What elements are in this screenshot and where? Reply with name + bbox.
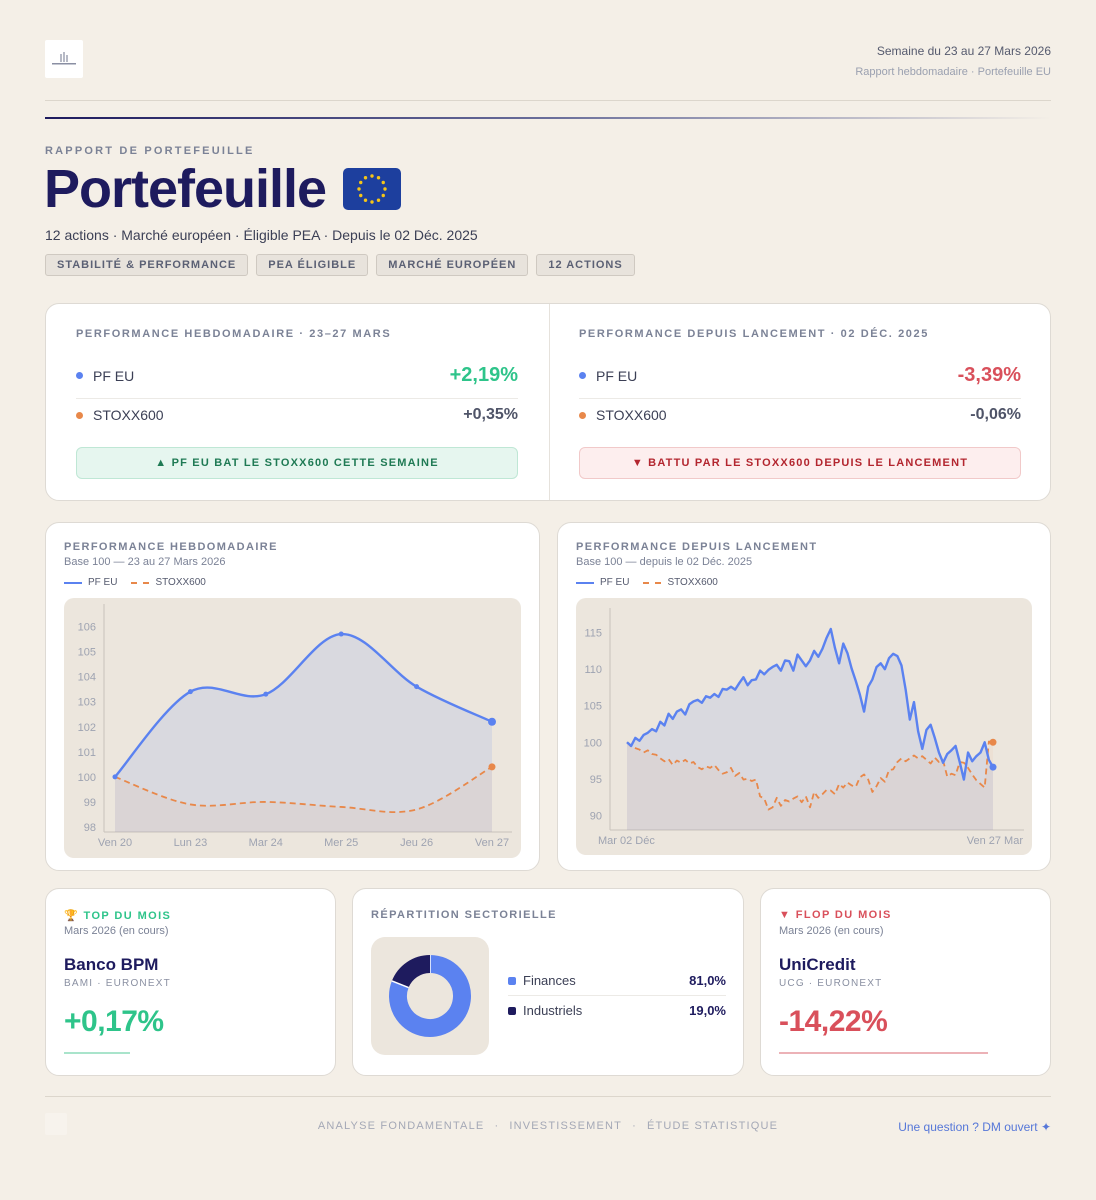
launch-chart-card [557,522,1051,871]
sector-label: Industriels [523,1003,583,1018]
report-week: Semaine du 23 au 27 Mars 2026 [876,44,1051,58]
tag-list [45,254,635,276]
pf-launch-row [579,364,1021,387]
page-title [44,158,402,220]
sector-title: RÉPARTITION SECTORIELLE [371,909,557,921]
weekly-performance-panel [46,304,549,500]
weekly-performance-title: PERFORMANCE HEBDOMADAIRE · 23–27 MARS [76,328,392,340]
flop-period: Mars 2026 (en cours) [779,925,884,937]
row-divider [76,398,518,399]
finances-swatch-icon [508,977,516,985]
pf-weekly-row [76,364,518,387]
hero-subtitle: 12 actions · Marché européen · Éligible PEA · Depuis le 02 Déc. 2025 [45,227,478,243]
stoxx-weekly-value: +0,35% [463,406,518,423]
legend-solid-line-icon [64,582,82,584]
footer-links: ANALYSE FONDAMENTALE · INVESTISSEMENT · ÉTUDE STATISTIQUE [317,1120,779,1132]
x-tick-label: Jeu 26 [400,837,434,849]
flag-star [382,194,385,197]
y-tick-label: 115 [584,627,602,640]
launch-verdict-banner: ▼ BATTU PAR LE STOXX600 DEPUIS LE LANCEMENT [579,447,1021,479]
sector-donut-box [371,937,489,1055]
tag: MARCHÉ EUROPÉEN [376,254,528,276]
y-tick-label: 100 [77,771,96,784]
report-subtitle: Rapport hebdomadaire · Portefeuille EU [855,66,1051,78]
flop-stock-name: UniCredit [779,955,856,974]
y-tick-label: 110 [584,664,602,677]
launch-chart-legend [576,577,718,588]
legend-dashed-line-icon [643,582,661,584]
stoxx-launch-row [579,406,1021,424]
donut-slice [400,964,430,984]
end-point [990,764,997,771]
stoxx-label: STOXX600 [596,407,667,423]
stoxx-label: STOXX600 [93,407,164,423]
industriels-swatch-icon [508,1007,516,1015]
launch-chart-subtitle: Base 100 — depuis le 02 Déc. 2025 [576,556,753,568]
x-tick-label: Mer 25 [324,837,359,849]
flag-star [383,187,386,190]
sector-row-finances [508,973,726,988]
y-tick-label: 100 [583,737,602,750]
data-point [339,632,344,637]
tag: PEA ÉLIGIBLE [256,254,368,276]
legend-stoxx: STOXX600 [155,577,206,588]
pf-weekly-value: +2,19% [449,364,518,386]
row-divider [579,398,1021,399]
flop-performance-bar [779,1052,988,1054]
end-point [990,739,997,746]
y-tick-label: 99 [83,796,96,809]
footer-link[interactable]: ANALYSE FONDAMENTALE [317,1120,485,1132]
footer-link[interactable]: INVESTISSEMENT [509,1120,623,1132]
sector-label: Finances [523,973,576,988]
header-divider [45,100,1051,101]
data-point [188,689,193,694]
pf-dot-icon [76,372,83,379]
flag-star [377,199,380,202]
data-point [414,684,419,689]
legend-stoxx: STOXX600 [667,577,718,588]
tag: STABILITÉ & PERFORMANCE [45,254,248,276]
flop-stock-performance: -14,22% [779,1005,888,1038]
weekly-chart-plot [64,598,521,858]
tag: 12 ACTIONS [536,254,634,276]
top-stock-performance: +0,17% [64,1005,164,1038]
flag-star [359,181,362,184]
sector-donut-chart [371,937,489,1055]
weekly-chart-legend [64,577,206,588]
data-point [263,692,268,697]
flop-month-card [760,888,1051,1076]
stoxx-dot-icon [579,412,586,419]
flag-star [359,194,362,197]
row-divider [508,995,726,996]
launch-performance-panel [549,304,1052,500]
launch-performance-title: PERFORMANCE DEPUIS LANCEMENT · 02 DÉC. 2025 [579,328,929,340]
pf-label: PF EU [596,367,638,384]
pf-dot-icon [579,372,586,379]
y-tick-label: 101 [77,746,96,759]
flag-star [357,187,360,190]
eu-flag-icon [342,167,402,211]
hero-kicker: RAPPORT DE PORTEFEUILLE [45,145,255,157]
end-point [489,763,496,770]
pf-launch-value: -3,39% [957,364,1021,386]
flop-stock-ticker: UCG · EURONEXT [779,978,883,989]
flag-star [364,176,367,179]
contact-cta[interactable]: Une question ? DM ouvert ✦ [898,1120,1051,1134]
sector-pct: 81,0% [689,973,726,988]
weekly-verdict-banner: ▲ PF EU BAT LE STOXX600 CETTE SEMAINE [76,447,518,479]
x-tick-label: Mar 02 Déc [598,835,655,847]
x-tick-label: Ven 27 Mar [966,835,1023,847]
footer-link[interactable]: ÉTUDE STATISTIQUE [646,1120,779,1132]
top-performance-bar [64,1052,130,1054]
sector-breakdown-card [352,888,744,1076]
data-point [113,774,118,779]
stoxx-weekly-row [76,406,518,424]
weekly-chart-card [45,522,540,871]
flag-star [370,174,373,177]
sector-row-industriels [508,1003,726,1018]
page-title-text: Portefeuille [44,159,327,219]
legend-pf: PF EU [88,577,118,588]
performance-summary-card [45,303,1051,501]
top-kicker: 🏆 TOP DU MOIS [64,910,172,922]
y-tick-label: 105 [583,700,602,713]
y-tick-label: 95 [589,773,602,786]
launch-chart-plot [576,598,1032,855]
flag-star [370,200,373,203]
x-tick-label: Mar 24 [248,837,283,849]
y-tick-label: 103 [77,696,96,709]
legend-dashed-line-icon [131,582,149,584]
weekly-chart-subtitle: Base 100 — 23 au 27 Mars 2026 [64,556,226,568]
top-month-card [45,888,336,1076]
top-stock-ticker: BAMI · EURONEXT [64,978,171,989]
flop-kicker: ▼ FLOP DU MOIS [779,909,892,921]
y-tick-label: 104 [77,671,96,684]
y-tick-label: 102 [77,721,96,734]
top-period: Mars 2026 (en cours) [64,925,169,937]
y-tick-label: 98 [83,821,96,834]
top-stock-name: Banco BPM [64,955,159,974]
pf-label: PF EU [93,367,135,384]
x-tick-label: Ven 20 [97,837,133,849]
stoxx-launch-value: -0,06% [970,406,1021,423]
x-tick-label: Lun 23 [173,837,208,849]
y-tick-label: 106 [77,621,96,634]
sector-pct: 19,0% [689,1003,726,1018]
legend-solid-line-icon [576,582,594,584]
flag-star [382,181,385,184]
y-tick-label: 90 [589,810,602,823]
y-tick-label: 105 [77,646,96,659]
flag-star [364,199,367,202]
launch-line-chart [576,598,1032,855]
weekly-line-chart [64,598,521,858]
x-tick-label: Ven 27 [474,837,510,849]
accent-divider [45,117,1051,119]
legend-pf: PF EU [600,577,630,588]
launch-chart-title: PERFORMANCE DEPUIS LANCEMENT [576,541,818,553]
weekly-chart-title: PERFORMANCE HEBDOMADAIRE [64,541,278,553]
footer-divider [45,1096,1051,1097]
data-point [488,718,496,726]
brand-logo [45,40,83,78]
stoxx-dot-icon [76,412,83,419]
flag-star [377,176,380,179]
